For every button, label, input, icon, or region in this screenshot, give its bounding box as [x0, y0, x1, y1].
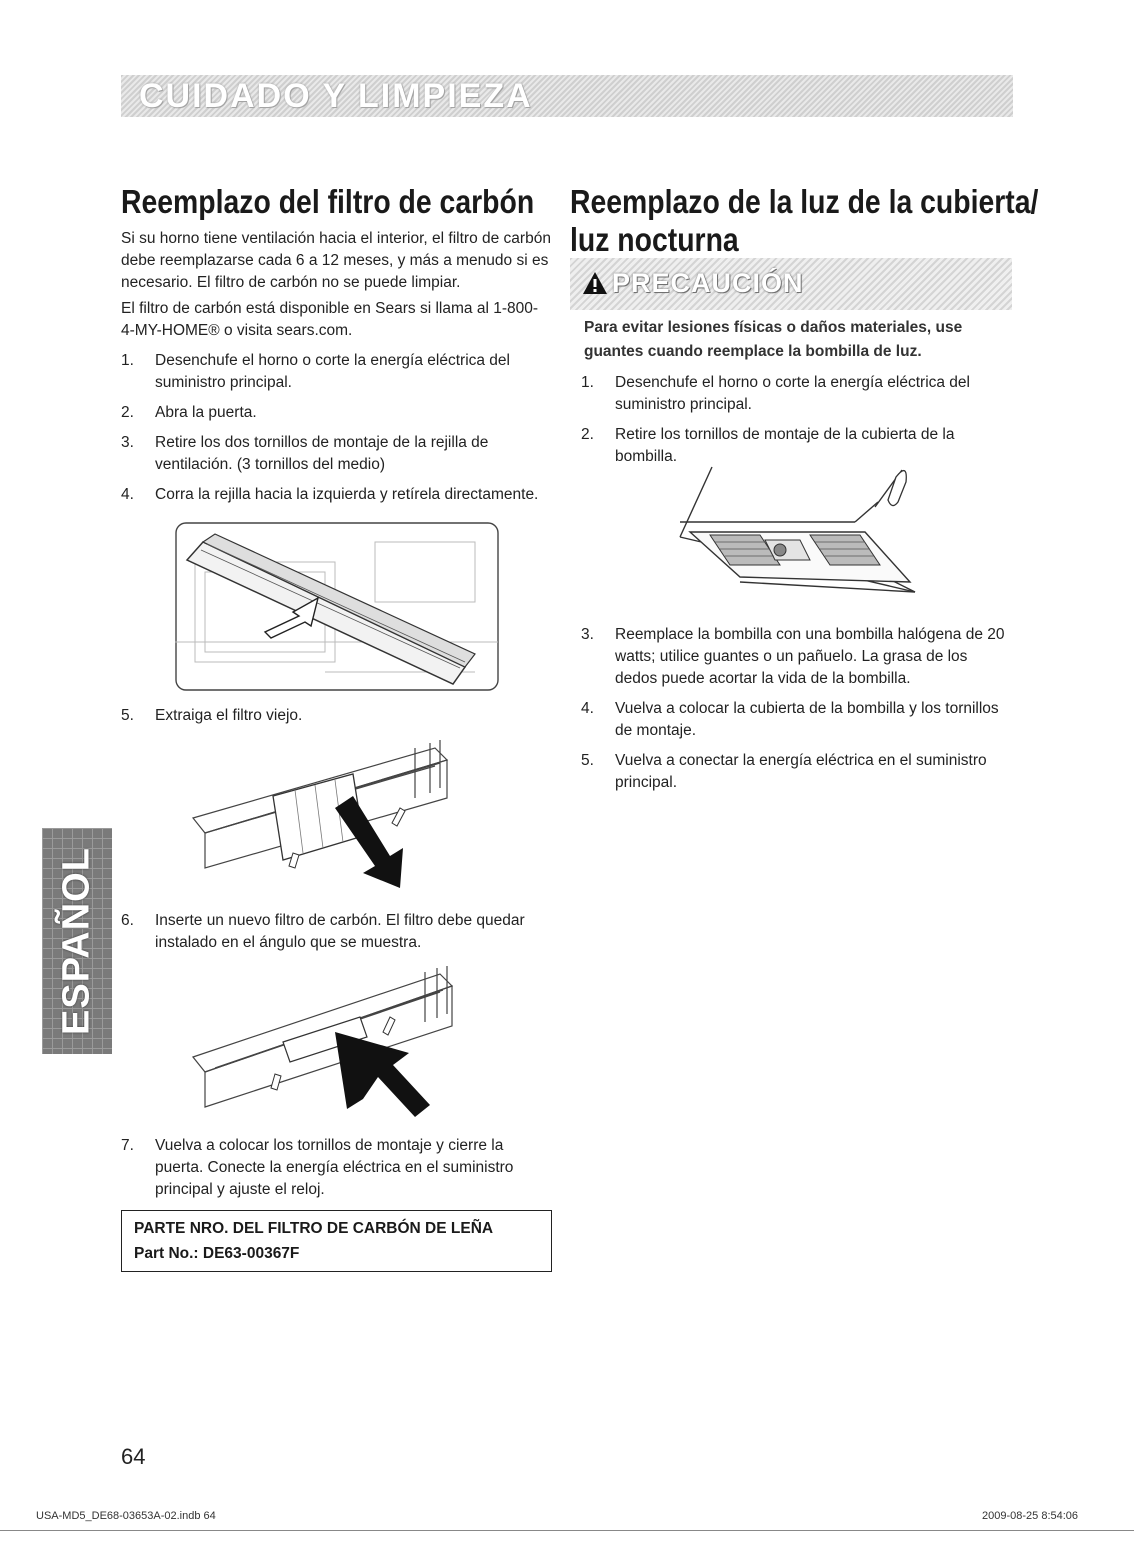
left-steps-list-d — [121, 1135, 551, 1209]
left-steps-list-a — [121, 350, 551, 514]
step-text: Retire los dos tornillos de montaje de la rejilla de ventilación. (3 tornillos del medio) — [155, 434, 489, 473]
remove-filter-illustration — [185, 738, 455, 898]
list-item — [121, 432, 551, 476]
step-text: Desenchufe el horno o corte la energía eléctrica del suministro principal. — [155, 352, 510, 391]
step-number: 4. — [581, 700, 594, 717]
step-number: 3. — [581, 626, 594, 643]
step-number: 2. — [581, 426, 594, 443]
footer-timestamp: 2009-08-25 8:54:06 — [982, 1510, 1079, 1522]
step-text: Retire los tornillos de montaje de la cubierta de la bombilla. — [615, 426, 955, 465]
list-item — [581, 624, 1011, 690]
caution-box — [570, 258, 1012, 370]
footer-file-info: USA-MD5_DE68-03653A-02.indb 64 — [36, 1510, 216, 1522]
left-section-title: Reemplazo del filtro de carbón — [121, 183, 535, 220]
header-band — [121, 75, 1013, 117]
step-text: Inserte un nuevo filtro de carbón. El filtro debe quedar instalado en el ángulo que se muestra. — [155, 912, 525, 951]
language-side-tab — [42, 828, 112, 1054]
footer-divider — [0, 1530, 1134, 1531]
step-text: Vuelva a colocar los tornillos de montaje y cierre la puerta. Conecte la energía eléctrica en el suministro principal y ajuste el reloj. — [155, 1137, 514, 1198]
step-number: 6. — [121, 912, 134, 929]
header-title: CUIDADO Y LIMPIEZA — [139, 77, 533, 115]
list-item — [121, 910, 551, 954]
list-item — [581, 750, 1011, 794]
vent-grille-illustration — [175, 522, 500, 692]
step-text: Vuelva a conectar la energía eléctrica en el suministro principal. — [615, 752, 987, 791]
step-number: 4. — [121, 486, 134, 503]
list-item — [121, 1135, 551, 1201]
step-number: 2. — [121, 404, 134, 421]
step-text: Desenchufe el horno o corte la energía eléctrica del suministro principal. — [615, 374, 970, 413]
page-number: 64 — [121, 1444, 146, 1469]
step-text: Vuelva a colocar la cubierta de la bombilla y los tornillos de montaje. — [615, 700, 999, 739]
left-steps-list-c — [121, 910, 551, 962]
left-steps-list-b — [121, 705, 551, 735]
right-steps-list-a — [581, 372, 1011, 476]
step-text: Abra la puerta. — [155, 404, 257, 421]
step-text: Extraiga el filtro viejo. — [155, 707, 303, 724]
right-steps-list-b — [581, 624, 1011, 802]
list-item — [581, 372, 1011, 416]
step-text: Reemplace la bombilla con una bombilla halógena de 20 watts; utilice guantes o un pañuelo. La grasa de los dedos puede acortar la vida de la bombilla. — [615, 626, 1005, 687]
list-item — [121, 484, 551, 506]
step-number: 7. — [121, 1137, 134, 1154]
step-number: 5. — [121, 707, 134, 724]
list-item — [121, 705, 551, 727]
part-number-box — [121, 1210, 552, 1272]
part-heading: PARTE NRO. DEL FILTRO DE CARBÓN DE LEÑA — [134, 1220, 494, 1237]
list-item — [121, 350, 551, 394]
caution-text: Para evitar lesiones físicas o daños materiales, use guantes cuando reemplace la bombilla de luz. — [584, 319, 963, 360]
step-text: Corra la rejilla hacia la izquierda y retírela directamente. — [155, 486, 539, 503]
step-number: 3. — [121, 434, 134, 451]
list-item — [581, 698, 1011, 742]
side-tab-label: ESPAÑOL — [55, 847, 98, 1035]
light-cover-illustration — [670, 462, 930, 612]
left-intro-paragraph-2: El filtro de carbón está disponible en Sears si llama al 1-800-4-MY-HOME® o visita sears.com. — [121, 300, 539, 339]
warning-icon — [582, 271, 608, 295]
right-section-title-line-1: Reemplazo de la luz de la cubierta/ — [570, 183, 1039, 220]
step-number: 1. — [121, 352, 134, 369]
part-number: Part No.: DE63-00367F — [134, 1245, 300, 1262]
insert-filter-illustration — [185, 962, 460, 1122]
left-intro-paragraph-1: Si su horno tiene ventilación hacia el interior, el filtro de carbón debe reemplazarse cada 6 a 12 meses, y más a menudo si es necesario. El filtro de carbón no se puede limpiar. — [121, 230, 551, 291]
list-item — [121, 402, 551, 424]
step-number: 5. — [581, 752, 594, 769]
right-section-title-line-2: luz nocturna — [570, 221, 739, 258]
caution-title: PRECAUCIÓN — [612, 268, 804, 298]
step-number: 1. — [581, 374, 594, 391]
